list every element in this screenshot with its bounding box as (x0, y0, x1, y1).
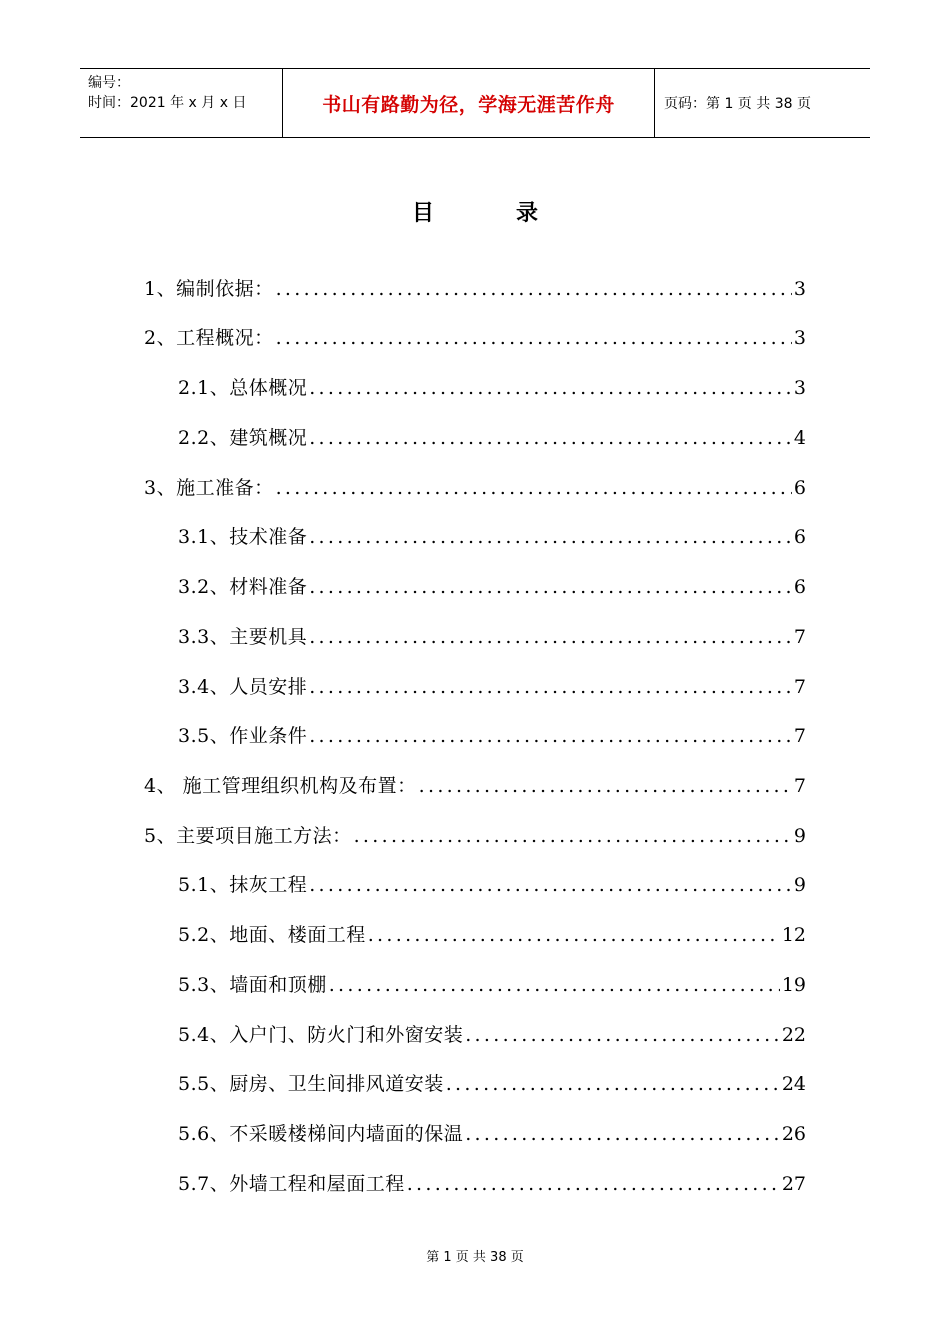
toc-entry-page: 7 (793, 676, 806, 698)
toc-leader-dots (309, 572, 792, 602)
toc-leader-dots (407, 1169, 780, 1199)
toc-entry-page: 7 (793, 775, 806, 797)
toc-entry[interactable] (178, 423, 806, 453)
toc-entry-page: 6 (793, 576, 806, 598)
toc-title-char-1: 目 (411, 201, 434, 226)
toc-entry[interactable] (178, 373, 806, 403)
toc-entry[interactable] (178, 622, 806, 652)
toc-entry[interactable] (178, 522, 806, 552)
toc-entry-page: 4 (793, 427, 806, 449)
toc-entry-label: 1、编制依据： (144, 278, 274, 300)
toc-entry-page: 9 (793, 825, 806, 847)
toc-entry-label: 4、 施工管理组织机构及布置： (144, 775, 417, 797)
document-header (80, 68, 870, 138)
toc-entry-page: 9 (793, 874, 806, 896)
toc-entry-label: 3.1、技术准备 (178, 526, 308, 548)
toc-entry-label: 3.4、人员安排 (178, 676, 308, 698)
toc-leader-dots (309, 672, 792, 702)
toc-leader-dots (329, 970, 780, 1000)
toc-leader-dots (465, 1119, 780, 1149)
toc-entry-page: 7 (793, 626, 806, 648)
toc-entry-page: 3 (793, 278, 806, 300)
toc-entry-label: 5、主要项目施工方法： (144, 825, 352, 847)
toc-entry-label: 3、施工准备： (144, 477, 274, 499)
toc-entry[interactable] (178, 920, 806, 950)
toc-entry-label: 5.6、不采暖楼梯间内墙面的保温 (178, 1123, 464, 1145)
toc-entry[interactable] (144, 771, 806, 801)
document-date: 时间：2021 年 x 月 x 日 (88, 95, 247, 111)
toc-leader-dots (309, 373, 792, 403)
toc-entry[interactable] (178, 1069, 806, 1099)
toc-leader-dots (276, 274, 792, 304)
toc-entry[interactable] (178, 970, 806, 1000)
toc-entry[interactable] (144, 473, 806, 503)
toc-entry-label: 5.7、外墙工程和屋面工程 (178, 1173, 405, 1195)
toc-entry-page: 24 (781, 1073, 806, 1095)
toc-entry-label: 5.5、厨房、卫生间排风道安装 (178, 1073, 444, 1095)
toc-leader-dots (446, 1069, 780, 1099)
page-footer: 第 1 页 共 38 页 (426, 1250, 524, 1265)
toc-entry-label: 3.3、主要机具 (178, 626, 308, 648)
toc-entry[interactable] (178, 870, 806, 900)
toc-leader-dots (368, 920, 780, 950)
toc-leader-dots (276, 473, 792, 503)
toc-entry-page: 6 (793, 477, 806, 499)
toc-entry-label: 2.1、总体概况 (178, 377, 308, 399)
toc-leader-dots (309, 870, 792, 900)
toc-leader-dots (309, 622, 792, 652)
toc-entry[interactable] (178, 672, 806, 702)
toc-entry-page: 3 (793, 377, 806, 399)
toc-entry[interactable] (144, 274, 806, 304)
header-meta (80, 69, 282, 137)
toc-title (0, 196, 950, 227)
toc-entry[interactable] (144, 323, 806, 353)
toc-leader-dots (465, 1020, 780, 1050)
toc-entry[interactable] (144, 821, 806, 851)
toc-entry-label: 3.5、作业条件 (178, 725, 308, 747)
toc-entry-label: 3.2、材料准备 (178, 576, 308, 598)
toc-leader-dots (276, 323, 792, 353)
toc-entry-label: 5.2、地面、楼面工程 (178, 924, 366, 946)
toc-entry-page: 6 (793, 526, 806, 548)
toc-entry-page: 22 (781, 1024, 806, 1046)
toc-leader-dots (309, 423, 792, 453)
toc-entry-page: 7 (793, 725, 806, 747)
toc-entry-page: 26 (781, 1123, 806, 1145)
toc-entry-label: 2.2、建筑概况 (178, 427, 308, 449)
toc-entry-page: 19 (781, 974, 806, 996)
toc-entry-label: 5.4、入户门、防火门和外窗安装 (178, 1024, 464, 1046)
header-motto: 书山有路勤为径，学海无涯苦作舟 (282, 69, 655, 137)
document-number-label: 编号： (88, 75, 130, 91)
toc-entry-page: 3 (793, 327, 806, 349)
toc-leader-dots (354, 821, 792, 851)
toc-leader-dots (309, 721, 792, 751)
toc-title-char-2: 录 (516, 201, 539, 226)
toc-leader-dots (309, 522, 792, 552)
toc-entry-label: 5.1、抹灰工程 (178, 874, 308, 896)
header-page-info: 页码：第 1 页 共 38 页 (664, 96, 811, 112)
toc-leader-dots (419, 771, 792, 801)
toc-entry-label: 2、工程概况： (144, 327, 274, 349)
toc-entry[interactable] (178, 1020, 806, 1050)
toc-entry[interactable] (178, 572, 806, 602)
toc-entry-page: 27 (781, 1173, 806, 1195)
toc-entry-page: 12 (781, 924, 806, 946)
toc-entry[interactable] (178, 1119, 806, 1149)
toc-entry[interactable] (178, 721, 806, 751)
toc-entry[interactable] (178, 1169, 806, 1199)
toc-entry-label: 5.3、墙面和顶棚 (178, 974, 327, 996)
